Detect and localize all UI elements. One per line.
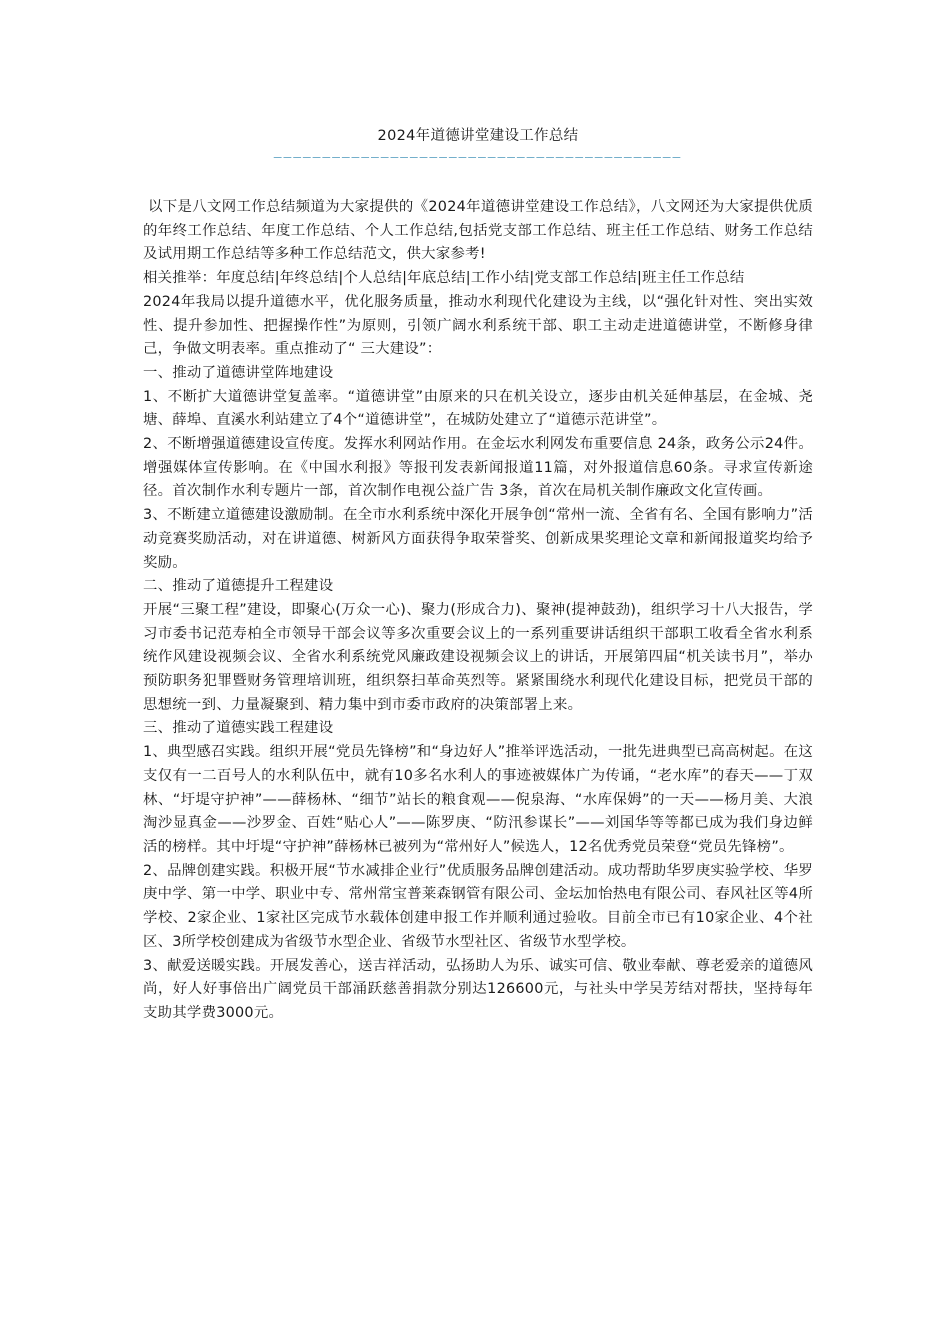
section-3-item-3: 3、献爱送暖实践。开展发善心，送吉祥活动，弘扬助人为乐、诚实可信、敬业奉献、尊老爱亲的道德风尚，好人好事倍出广阔党员干部涌跃慈善捐款分别达126600元，与社头中学吴芳结对帮扶，坚持每年支助其学费3000元。: [143, 957, 813, 1021]
document-title: 2024年道德讲堂建设工作总结: [377, 128, 579, 144]
document-page: [143, 0, 813, 1026]
overview-paragraph: 2024年我局以提升道德水平，优化服务质量，推动水利现代化建设为主线，以“强化针对性、突出实效性、提升参加性、把握操作性”为原则，引领广阔水利系统干部、职工主动走进道德讲堂，不断修身律己，争做文明表率。重点推动了“ 三大建设”：: [143, 293, 813, 358]
intro-paragraph: 以下是八文网工作总结频道为大家提供的《2024年道德讲堂建设工作总结》，八文网还为大家提供优质的年终工作总结、年度工作总结、个人工作总结,包括党支部工作总结、班主任工作总结、财务工作总结及试用期工作总结等多种工作总结范文，供大家参考!: [143, 199, 813, 263]
section-heading-3: 三、推动了道德实践工程建设: [143, 720, 334, 737]
title-divider: ——————————————————————————————————————————: [273, 150, 683, 165]
related-recommendations: 相关推举：年度总结|年终总结|个人总结|年底总结|工作小结|党支部工作总结|班主任工作总结: [143, 270, 745, 287]
section-2-paragraph: 开展“三聚工程”建设，即聚心(万众一心)、聚力(形成合力)、聚神(提神鼓劲)，组织学习十八大报告，学习市委书记范寿柏全市领导干部会议等多次重要会议上的一系列重要讲话组织干部职工收看全省水利系统作风建设视频会议、全省水利系统党风廉政建设视频会议上的讲话，开展第四届“机关读书月”，举办预防职务犯罪暨财务管理培训班，组织祭扫革命英烈等。紧紧围绕水利现代化建设目标，把党员干部的思想统一到、力量凝聚到、精力集中到市委市政府的决策部署上来。: [143, 601, 813, 713]
section-heading-1: 一、推动了道德讲堂阵地建设: [143, 364, 334, 381]
section-3-item-1: 1、典型感召实践。组织开展“党员先锋榜”和“身边好人”推举评选活动，一批先进典型已高高树起。在这支仅有一二百号人的水利队伍中，就有10多名水利人的事迹被媒体广为传诵，“老水库”的春天——丁双林、“圩堤守护神”——薛杨林、“细节”站长的粮食观——倪泉海、“水库保姆”的一天——杨月美、大浪淘沙显真金——沙罗金、百姓“贴心人”——陈罗庚、“防汛参谋长”——刘国华等等都已成为我们身边鲜活的榜样。其中圩堤“守护神”薛杨林已被列为“常州好人”候选人，12名优秀党员荣登“党员先锋榜”。: [143, 744, 813, 855]
section-1-item-3: 3、不断建立道德建设激励制。在全市水利系统中深化开展争创“常州一流、全省有名、全国有影响力”活动竞赛奖励活动，对在讲道德、树新风方面获得争取荣誉奖、创新成果奖理论文章和新闻报道奖均给予奖励。: [143, 507, 813, 571]
section-1-item-1: 1、不断扩大道德讲堂复盖率。“道德讲堂”由原来的只在机关设立，逐步由机关延伸基层，在金城、尧塘、薛埠、直溪水利站建立了4个“道德讲堂”，在城防处建立了“道德示范讲堂”。: [143, 388, 813, 429]
section-1-item-2: 2、不断增强道德建设宣传度。发挥水利网站作用。在金坛水利网发布重要信息 24条，政务公示24件。增强媒体宣传影响。在《中国水利报》等报刊发表新闻报道11篇，对外报道信息60条。寻求宣传新途径。首次制作水利专题片一部，首次制作电视公益广告 3条，首次在局机关制作廉政文化宣传画。: [143, 436, 813, 500]
section-3-item-2: 2、品牌创建实践。积极开展“节水减排企业行”优质服务品牌创建活动。成功帮助华罗庚实验学校、华罗庚中学、第一中学、职业中专、常州常宝普莱森钢管有限公司、金坛加怡热电有限公司、春风社区等4所学校、2家企业、1家社区完成节水载体创建申报工作并顺利通过验收。目前全市已有10家企业、4个社区、3所学校创建成为省级节水型企业、省级节水型社区、省级节水型学校。: [143, 862, 813, 950]
document-body: [143, 196, 813, 1026]
section-heading-2: 二、推动了道德提升工程建设: [143, 578, 334, 595]
